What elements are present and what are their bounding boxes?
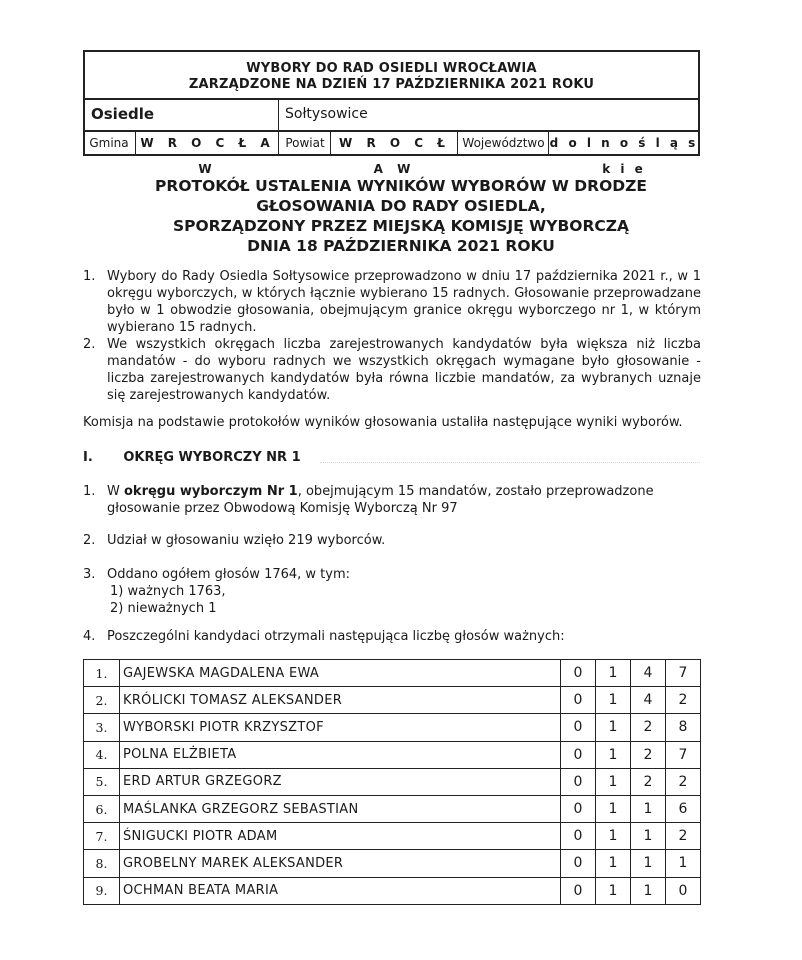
district-point-1-bold: okręgu wyborczym Nr 1 — [124, 484, 298, 499]
vote-digit: 2 — [666, 823, 701, 850]
vote-digit: 1 — [596, 660, 631, 687]
vote-digit: 1 — [596, 741, 631, 768]
vote-digit: 1 — [596, 877, 631, 904]
candidate-number: 4. — [84, 741, 120, 768]
district-point-3-num: 3. — [83, 567, 96, 582]
district-point-1-text — [107, 483, 707, 517]
candidate-number: 3. — [84, 714, 120, 741]
candidate-number: 5. — [84, 768, 120, 795]
intro-point-1-text: Wybory do Rady Osiedla Sołtysowice przeprowadzono w dniu 17 października 2021 r., w 1 okręgu wyborczych, w których łącznie wybierano 15 radnych. Głosowanie przeprowadzane było w 1 obwodzie głosowania, obejmującym granice okręgu wyborczego nr 1, w którym wybierano 15 radnych. — [107, 269, 701, 335]
commission-text: Komisja na podstawie protokołów wyników głosowania ustaliła następujące wyniki wyborów. — [83, 415, 683, 430]
candidate-name: MAŚLANKA GRZEGORZ SEBASTIAN — [120, 795, 561, 822]
vote-digit: 4 — [631, 660, 666, 687]
vote-digit: 1 — [631, 877, 666, 904]
candidate-row — [84, 768, 701, 795]
powiat-label: Powiat — [278, 130, 331, 156]
candidate-row — [84, 850, 701, 877]
district-point-3-text — [107, 566, 350, 617]
district-point-2-num: 2. — [83, 533, 96, 548]
candidate-number: 2. — [84, 687, 120, 714]
vote-digit: 0 — [561, 795, 596, 822]
wojewodztwo-value: d o l n o ś l ą s k i e — [548, 130, 699, 156]
candidate-row — [84, 823, 701, 850]
election-header-box — [83, 50, 700, 176]
candidate-row — [84, 877, 701, 904]
candidate-row — [84, 795, 701, 822]
district-point-3-main: Oddano ogółem głosów 1764, w tym: — [107, 567, 351, 582]
district-point-1-line2: głosowanie przez Obwodową Komisję Wyborczą Nr 97 — [107, 501, 458, 516]
protocol-title-line3: SPORZĄDZONY PRZEZ MIEJSKĄ KOMISJĘ WYBORCZĄ — [172, 217, 630, 235]
vote-digit: 2 — [666, 687, 701, 714]
gmina-value: W R O C Ł A W — [135, 130, 279, 156]
vote-digit: 0 — [561, 741, 596, 768]
election-title-line1: WYBORY DO RAD OSIEDLI WROCŁAWIA — [246, 61, 537, 76]
protocol-title — [60, 176, 742, 256]
section-roman: I. — [83, 450, 93, 465]
candidate-name: GAJEWSKA MAGDALENA EWA — [120, 660, 561, 687]
vote-digit: 0 — [561, 714, 596, 741]
vote-digit: 0 — [666, 877, 701, 904]
valid-votes-line: 1) ważnych 1763, — [110, 584, 226, 599]
osiedle-value: Sołtysowice — [285, 106, 368, 122]
vote-digit: 0 — [561, 850, 596, 877]
vote-digit: 0 — [561, 687, 596, 714]
osiedle-row — [85, 100, 698, 132]
intro-point-2-text: We wszystkich okręgach liczba zarejestrowanych kandydatów była większa niż liczba mandatów - do wyboru radnych we wszystkich okręgach wymagane było głosowanie - liczba zarejestrowanych kandydatów była równa liczbie mandatów, za wybranych uznaje się zarejestrowanych kandydatów. — [107, 337, 701, 403]
vote-digit: 1 — [596, 850, 631, 877]
vote-digit: 6 — [666, 795, 701, 822]
gmina-label: Gmina — [89, 136, 129, 150]
district-point-1-pre: W — [107, 484, 124, 499]
location-row — [85, 130, 699, 176]
candidate-name: ERD ARTUR GRZEGORZ — [120, 768, 561, 795]
osiedle-divider — [278, 100, 279, 130]
wojewodztwo-label: Województwo — [457, 130, 549, 156]
intro-point-1-num: 1. — [83, 269, 96, 284]
invalid-votes-line: 2) nieważnych 1 — [110, 601, 217, 616]
district-point-4-text: Poszczególni kandydaci otrzymali następująca liczbę głosów ważnych: — [107, 629, 565, 644]
vote-digit: 1 — [631, 795, 666, 822]
powiat-value: W R O C Ł A W — [330, 130, 458, 156]
candidate-row — [84, 660, 701, 687]
vote-digit: 1 — [666, 850, 701, 877]
candidate-number: 6. — [84, 795, 120, 822]
candidate-number: 8. — [84, 850, 120, 877]
vote-digit: 0 — [561, 768, 596, 795]
vote-digit: 8 — [666, 714, 701, 741]
vote-digit: 0 — [561, 823, 596, 850]
protocol-title-line1: PROTOKÓŁ USTALENIA WYNIKÓW WYBORÓW W DRODZE — [155, 177, 647, 195]
vote-digit: 1 — [596, 795, 631, 822]
candidate-number: 1. — [84, 660, 120, 687]
candidate-number: 9. — [84, 877, 120, 904]
vote-digit: 1 — [596, 687, 631, 714]
candidate-row — [84, 687, 701, 714]
candidate-row — [84, 714, 701, 741]
vote-digit: 7 — [666, 660, 701, 687]
candidate-name: ŚNIGUCKI PIOTR ADAM — [120, 823, 561, 850]
district-point-1-post: , obejmującym 15 mandatów, zostało przeprowadzone — [297, 484, 654, 499]
vote-digit: 7 — [666, 741, 701, 768]
protocol-title-line2: GŁOSOWANIA DO RADY OSIEDLA, — [256, 197, 546, 215]
osiedle-label: Osiedle — [91, 105, 155, 123]
vote-digit: 0 — [561, 877, 596, 904]
vote-digit: 2 — [631, 741, 666, 768]
candidate-name: POLNA ELŻBIETA — [120, 741, 561, 768]
vote-digit: 1 — [596, 714, 631, 741]
candidate-number: 7. — [84, 823, 120, 850]
section-rule — [320, 462, 700, 463]
vote-digit: 4 — [631, 687, 666, 714]
candidate-name: GROBELNY MAREK ALEKSANDER — [120, 850, 561, 877]
candidate-name: WYBORSKI PIOTR KRZYSZTOF — [120, 714, 561, 741]
protocol-title-line4: DNIA 18 PAŹDZIERNIKA 2021 ROKU — [247, 237, 555, 255]
candidate-name: KRÓLICKI TOMASZ ALEKSANDER — [120, 687, 561, 714]
candidate-name: OCHMAN BEATA MARIA — [120, 877, 561, 904]
election-title — [85, 52, 698, 100]
section-heading — [83, 450, 301, 465]
vote-digit: 1 — [596, 823, 631, 850]
vote-digit: 1 — [631, 823, 666, 850]
candidates-table — [83, 659, 701, 905]
intro-point-2-num: 2. — [83, 337, 96, 352]
district-point-4-num: 4. — [83, 629, 96, 644]
section-title: OKRĘG WYBORCZY NR 1 — [123, 450, 301, 465]
district-point-1-num: 1. — [83, 484, 96, 499]
vote-digit: 2 — [666, 768, 701, 795]
district-point-2-text: Udział w głosowaniu wzięło 219 wyborców. — [107, 533, 386, 548]
vote-digit: 2 — [631, 714, 666, 741]
vote-digit: 1 — [631, 850, 666, 877]
vote-digit: 1 — [596, 768, 631, 795]
candidate-row — [84, 741, 701, 768]
vote-digit: 0 — [561, 660, 596, 687]
vote-digit: 2 — [631, 768, 666, 795]
election-title-line2: ZARZĄDZONE NA DZIEŃ 17 PAŹDZIERNIKA 2021 ROKU — [188, 77, 595, 92]
